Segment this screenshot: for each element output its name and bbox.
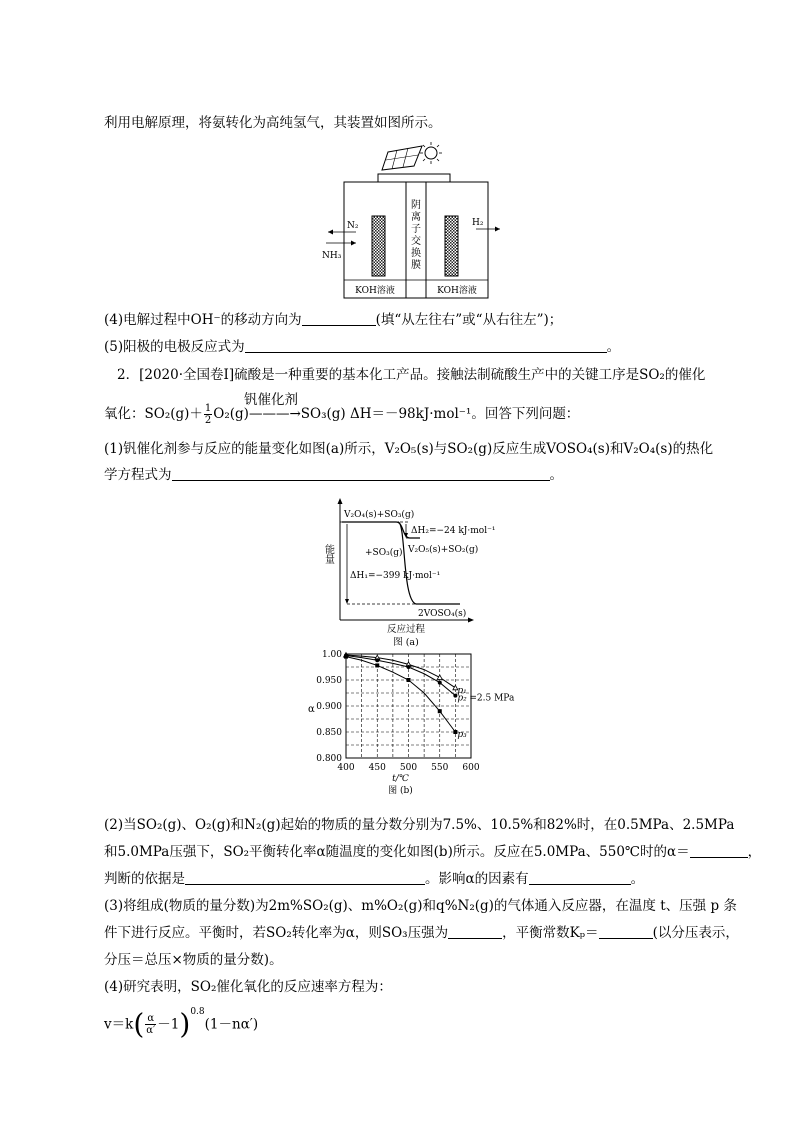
y-tick-label: 0.950 (316, 676, 342, 686)
series-point-2 (438, 681, 442, 685)
dh1-label: ΔH₁=−399 kJ·mol⁻¹ (350, 571, 441, 581)
series-point-3 (407, 678, 411, 682)
half-den: 2 (204, 415, 212, 426)
series-point-1 (437, 675, 442, 680)
q4-line (104, 311, 562, 329)
q1-line2-text: 学方程式为 (104, 467, 172, 483)
q5-after: 。 (606, 339, 621, 355)
q3-line1: (3)将组成(物质的量分数)为2m%SO₂(g)、m%O₂(g)和q%N₂(g)的气体通入反应器，在温度 t、压强 p 条 (104, 898, 737, 914)
q3-line2 (104, 924, 739, 942)
bottom-level-label: 2VOSO₄(s) (418, 609, 467, 619)
right-solution-label: KOH溶液 (437, 286, 477, 296)
eq-open-paren: ( (133, 1007, 145, 1041)
series-point-3 (344, 655, 348, 659)
q2-line3 (104, 870, 644, 888)
top-level-label: V₂O₄(s)+SO₃(g) (344, 510, 415, 520)
figure-a-energy-diagram (310, 494, 510, 650)
q5-text: (5)阳极的电极反应式为 (104, 339, 245, 355)
sun-icon (420, 142, 442, 164)
q1-line2 (104, 466, 563, 484)
q2-line2-after: ， (747, 844, 762, 860)
q2-factors-blank[interactable] (529, 870, 631, 885)
solar-panel-icon (382, 146, 422, 170)
alpha-fraction (145, 1013, 156, 1036)
q3-kp-blank[interactable] (599, 924, 653, 939)
electrolysis-diagram (300, 140, 500, 302)
eq-exponent: 0.8 (190, 1007, 205, 1017)
q3-line3: 分压＝总压×物质的量分数)。 (104, 952, 283, 968)
membrane-char-0: 阴 (411, 200, 421, 211)
figure-b-chart (300, 646, 520, 802)
series-point-3 (375, 663, 379, 667)
p2-eq-b: O₂(g) (213, 406, 249, 422)
q2-line1: (2)当SO₂(g)、O₂(g)和N₂(g)起始的物质的量分数分别为7.5%、10.5%和82%时，在0.5MPa、2.5MPa (104, 817, 735, 833)
p2-eq-c: SO₃(g) ΔH＝－98kJ·mol⁻¹。回答下列问题： (300, 406, 580, 422)
q4-after: (填“从左往右”或“从右往左”)； (375, 312, 563, 328)
right-electrode (445, 216, 458, 276)
series-label-1: p₁ (457, 685, 467, 696)
half-num: 1 (204, 403, 212, 414)
membrane-char-3: 交 (411, 236, 421, 247)
y-tick-label: 0.800 (316, 754, 342, 764)
q3-so3-blank[interactable] (448, 924, 502, 939)
q3-line2-mid: ，平衡常数Kₚ＝ (502, 925, 599, 941)
catalyst-label: 钒催化剂 (244, 392, 298, 408)
h2-label: H₂ (472, 218, 484, 228)
mid-level-label: V₂O₅(s)+SO₂(g) (408, 545, 479, 555)
y-tick-label: 0.900 (316, 702, 342, 712)
left-electrode (372, 216, 385, 276)
process-axis-label: 反应过程 (386, 624, 426, 635)
left-solution-label: KOH溶液 (355, 286, 395, 296)
figure-a-caption: 图 (a) (393, 637, 419, 648)
q5-answer-blank[interactable] (245, 338, 607, 353)
x-tick-label: 450 (368, 763, 386, 773)
plus-so3-label: +SO₃(g) (365, 548, 403, 558)
q5-line (104, 338, 620, 356)
membrane-char-2: 子 (411, 224, 421, 235)
q1-after: 。 (549, 467, 563, 483)
y-axis-label: α (308, 704, 315, 715)
q1-answer-blank[interactable] (172, 466, 550, 481)
alpha-num: α (145, 1013, 156, 1025)
problem2-line2 (104, 403, 579, 426)
figure-b-caption: 图 (b) (388, 786, 413, 796)
q2-line3-text: 判断的依据是 (104, 871, 185, 887)
q4b-line1: (4)研究表明，SO₂催化氧化的反应速率方程为： (104, 979, 392, 995)
q2-line2 (104, 843, 761, 861)
q3-line2-after: (以分压表示， (652, 925, 739, 941)
eq-v: v＝k (104, 1016, 134, 1033)
series-point-3 (438, 709, 442, 713)
n2-label: N₂ (347, 221, 359, 231)
eq-minus-one: －1 (157, 1016, 180, 1033)
membrane-char-5: 膜 (411, 260, 421, 271)
q3-line2-text: 件下进行反应。平衡时，若SO₂转化率为α，则SO₃压强为 (104, 925, 449, 941)
membrane-char-1: 离 (411, 212, 421, 223)
series-point-2 (375, 658, 379, 662)
q2-alpha-blank[interactable] (690, 843, 748, 858)
y-tick-label: 1.00 (321, 650, 342, 660)
q4-text: (4)电解过程中OH⁻的移动方向为 (104, 312, 302, 328)
rate-equation (104, 1003, 258, 1043)
x-tick-label: 600 (462, 763, 480, 773)
problem2-line1: 2．[2020·全国卷Ⅰ]硫酸是一种重要的基本化工产品。接触法制硫酸生产中的关键工序是SO₂的催化 (117, 367, 706, 383)
energy-axis-label: 能量 (322, 544, 334, 564)
intro-text: 利用电解原理，将氨转化为高纯氢气，其装置如图所示。 (104, 115, 442, 131)
eq-tail: (1－nα′) (204, 1016, 259, 1033)
series-line-3 (346, 657, 455, 732)
x-tick-label: 550 (431, 763, 449, 773)
reaction-arrow: ———→ (248, 406, 301, 422)
eq-close-paren: ) (179, 1007, 191, 1041)
series-label-3: p₃ (457, 730, 467, 740)
pressure-annotation: =2.5 MPa (469, 693, 515, 704)
x-tick-label: 500 (399, 763, 418, 773)
q2-line3-mid: 。影响α的因素有 (425, 871, 529, 887)
x-axis-label: t/℃ (392, 774, 409, 784)
q1-line1: (1)钒催化剂参与反应的能量变化如图(a)所示，V₂O₅(s)与SO₂(g)反应生成VOSO₄(s)和V₂O₄(s)的热化 (104, 441, 714, 457)
q2-basis-blank[interactable] (185, 870, 425, 885)
dh2-label: ΔH₂=−24 kJ·mol⁻¹ (411, 526, 496, 536)
alpha-den: α′ (146, 1025, 156, 1036)
x-tick-label: 400 (337, 763, 355, 773)
y-tick-label: 0.850 (316, 728, 342, 738)
p2-eq-a: 氧化：SO₂(g)＋ (104, 406, 203, 422)
nh3-label: NH₃ (322, 251, 342, 261)
series-point-2 (407, 665, 411, 669)
q2-line3-after: 。 (630, 871, 645, 887)
q4-answer-blank[interactable] (302, 311, 376, 326)
q2-line2-text: 和5.0MPa压强下，SO₂平衡转化率α随温度的变化如图(b)所示。反应在5.0MPa、550℃时的α＝ (104, 844, 690, 860)
series-label-2: p₂ (457, 693, 467, 704)
membrane-char-4: 换 (411, 248, 421, 259)
half-fraction (204, 403, 212, 426)
